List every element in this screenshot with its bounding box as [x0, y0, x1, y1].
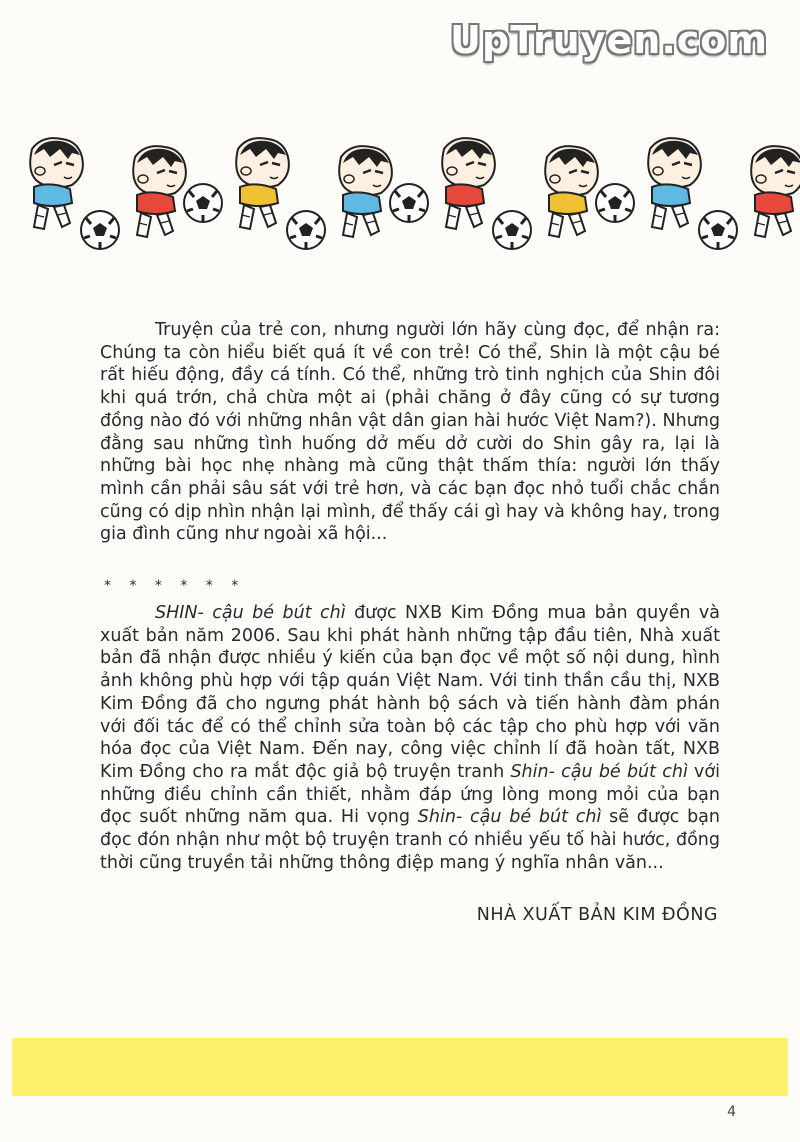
shin-figure [751, 146, 800, 237]
shin-figure [133, 146, 186, 237]
book-title: Shin- cậu bé bút chì [417, 807, 602, 828]
shin-figure [545, 146, 598, 237]
publisher-signature: NHÀ XUẤT BẢN KIM ĐỒNG [476, 905, 718, 925]
football [184, 184, 222, 222]
watermark-logo: UpTruyen.com [450, 18, 768, 62]
shin-figure [30, 138, 83, 229]
football [390, 184, 428, 222]
paragraph-text: được NXB Kim Đồng mua bản quyền và xuất bản năm 2006. Sau khi phát hành những tập đầu tiên, Nhà xuất bản đã nhận được nhiều ý kiến của bạn đọc về một số nội dung, hình ảnh không phù hợp với tập quán Việt Nam. Với tinh thần cầu thị, NXB Kim Đồng đã cho ngưng phát hành bộ sách và tiến hành đàm phán với đối tác để có thể chỉnh sửa toàn bộ các tập cho phù hợp với văn hóa đọc của Việt Nam. Đến nay, công việc chỉnh lí đã hoàn tất, NXB Kim Đồng cho ra mắt độc giả bộ truyện tranh [100, 603, 720, 782]
shin-figure [648, 138, 701, 229]
shin-figure [442, 138, 495, 229]
page-number: 4 [727, 1104, 736, 1120]
book-title: Shin- cậu bé bút chì [510, 761, 688, 782]
paragraph-text: sẽ được bạn đọc đón nhận như một bộ truyện tranh có nhiều yếu tố hài hước, đồng thời cũng truyền tải những thông điệp mang ý nghĩa nhân văn... [100, 807, 721, 873]
intro-paragraph: Truyện của trẻ con, nhưng người lớn hãy cùng đọc, để nhận ra: Chúng ta còn hiểu biết quá ít về con trẻ! Có thể, Shin là một cậu bé rất hiếu động, đầy cá tính. Có thể, những trò tinh nghịch của Shin đôi khi quá trớn, chả chừa một ai (phải chăng ở đây cũng có sự tương đồng nào đó với những nhân vật dân gian hài hước Việt Nam?). Nhưng đằng sau những tình huống dở mếu dở cười do Shin gây ra, lại là những bài học nhẹ nhàng mà cũng thật thấm thía: người lớn thấy mình cần phải sâu sát với trẻ hơn, và các bạn đọc nhỏ tuổi chắc chắn cũng có dịp nhìn nhận lại mình, để thấy cái gì hay và không hay, trong gia đình cũng như ngoài xã hội... [100, 320, 720, 545]
football [699, 211, 737, 249]
football [81, 211, 119, 249]
football [493, 211, 531, 249]
football [287, 211, 325, 249]
shin-figure [339, 146, 392, 237]
shin-football-banner [0, 135, 800, 260]
section-separator: * * * * * * [104, 578, 246, 594]
book-title: SHIN- cậu bé bút chì [155, 603, 346, 623]
shin-figure [236, 138, 289, 229]
football [596, 184, 634, 222]
footer-color-band [12, 1038, 788, 1096]
publisher-note-paragraph [100, 602, 720, 874]
paragraph-text: với những điều chỉnh cần thiết, nhằm đáp ứng lòng mong mỏi của bạn đọc suốt những năm qua. Hi vọng [100, 761, 720, 828]
